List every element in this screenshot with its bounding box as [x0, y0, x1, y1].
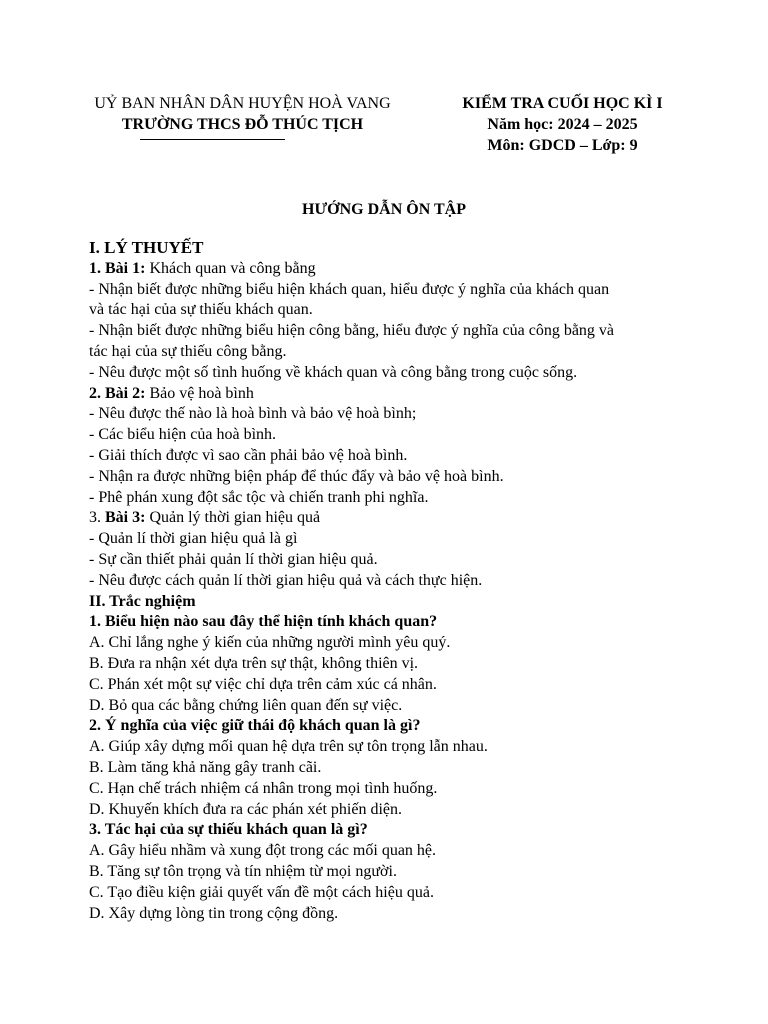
answer-option: B. Đưa ra nhận xét dựa trên sự thật, không thiên vị.: [89, 654, 419, 672]
lesson-label: Bài 3:: [105, 509, 146, 527]
answer-option: A. Gây hiểu nhầm và xung đột trong các mối quan hệ.: [89, 842, 437, 860]
answer-option: D. Xây dựng lòng tin trong cộng đồng.: [89, 904, 339, 922]
question-1: 1. Biểu hiện nào sau đây thể hiện tính khách quan?: [89, 613, 438, 631]
answer-option: B. Tăng sự tôn trọng và tín nhiệm từ mọi người.: [89, 862, 397, 880]
lesson-3-heading: [89, 508, 689, 529]
answer-option: A. Chỉ lắng nghe ý kiến của những người mình yêu quý.: [89, 634, 451, 652]
district-committee: UỶ BAN NHÂN DÂN HUYỆN HOÀ VANG: [94, 95, 391, 112]
answer-option: B. Làm tăng khả năng gây tranh cãi.: [89, 758, 322, 776]
list-item: - Phê phán xung đột sắc tộc và chiến tranh phi nghĩa.: [89, 488, 429, 506]
header-underline: [140, 139, 285, 140]
school-name: TRƯỜNG THCS ĐỖ THÚC TỊCH: [121, 116, 364, 133]
subject-grade: Môn: GDCD – Lớp: 9: [487, 137, 638, 154]
answer-option: D. Bỏ qua các bằng chứng liên quan đến sự việc.: [89, 696, 403, 714]
list-item: và tác hại của sự thiếu khách quan.: [89, 301, 313, 319]
exam-title: KIỂM TRA CUỐI HỌC KÌ I: [462, 95, 663, 112]
answer-option: D. Khuyến khích đưa ra các phán xét phiến diện.: [89, 800, 403, 818]
header-right: [430, 93, 695, 156]
document-body: [89, 238, 689, 924]
lesson-2-heading: [89, 384, 689, 405]
list-item: - Sự cần thiết phải quản lí thời gian hiệu quả.: [89, 550, 378, 568]
school-year: Năm học: 2024 – 2025: [487, 116, 638, 133]
section-heading-quiz: II. Trắc nghiệm: [89, 592, 196, 610]
question-2: 2. Ý nghĩa của việc giữ thái độ khách quan là gì?: [89, 717, 421, 735]
answer-option: C. Phán xét một sự việc chỉ dựa trên cảm xúc cá nhân.: [89, 675, 437, 693]
list-item: - Nêu được thế nào là hoà bình và bảo vệ hoà bình;: [89, 405, 417, 423]
list-item: - Các biểu hiện của hoà bình.: [89, 426, 277, 444]
answer-option: C. Hạn chế trách nhiệm cá nhân trong mọi tình huống.: [89, 779, 438, 797]
list-item: - Nhận ra được những biện pháp để thúc đẩy và bảo vệ hoà bình.: [89, 467, 504, 485]
lesson-name: Bảo vệ hoà bình: [145, 384, 254, 402]
list-item: - Nêu được một số tình huống về khách quan và công bằng trong cuộc sống.: [89, 363, 578, 381]
lesson-number: 3.: [89, 509, 105, 527]
answer-option: C. Tạo điều kiện giải quyết vấn đề một cách hiệu quả.: [89, 883, 434, 901]
list-item: - Nhận biết được những biểu hiện công bằng, hiểu được ý nghĩa của công bằng và: [89, 322, 615, 340]
section-heading-theory: I. LÝ THUYẾT: [89, 238, 204, 257]
lesson-name: Quản lý thời gian hiệu quả: [145, 509, 321, 527]
list-item: - Nêu được cách quản lí thời gian hiệu quả và cách thực hiện.: [89, 571, 483, 589]
list-item: - Giải thích được vì sao cần phải bảo vệ hoà bình.: [89, 446, 408, 464]
lesson-label: 2. Bài 2:: [89, 384, 146, 402]
question-3: 3. Tác hại của sự thiếu khách quan là gì?: [89, 821, 368, 839]
lesson-1-heading: [89, 259, 689, 280]
list-item: tác hại của sự thiếu công bằng.: [89, 342, 287, 360]
list-item: - Nhận biết được những biểu hiện khách quan, hiểu được ý nghĩa của khách quan: [89, 280, 610, 298]
lesson-label: 1. Bài 1:: [89, 259, 146, 277]
list-item: - Quản lí thời gian hiệu quả là gì: [89, 530, 298, 548]
header-left: [70, 93, 415, 135]
lesson-name: Khách quan và công bằng: [145, 259, 316, 277]
page-title: HƯỚNG DẪN ÔN TẬP: [302, 201, 466, 218]
answer-option: A. Giúp xây dựng mối quan hệ dựa trên sự tôn trọng lẫn nhau.: [89, 738, 488, 756]
